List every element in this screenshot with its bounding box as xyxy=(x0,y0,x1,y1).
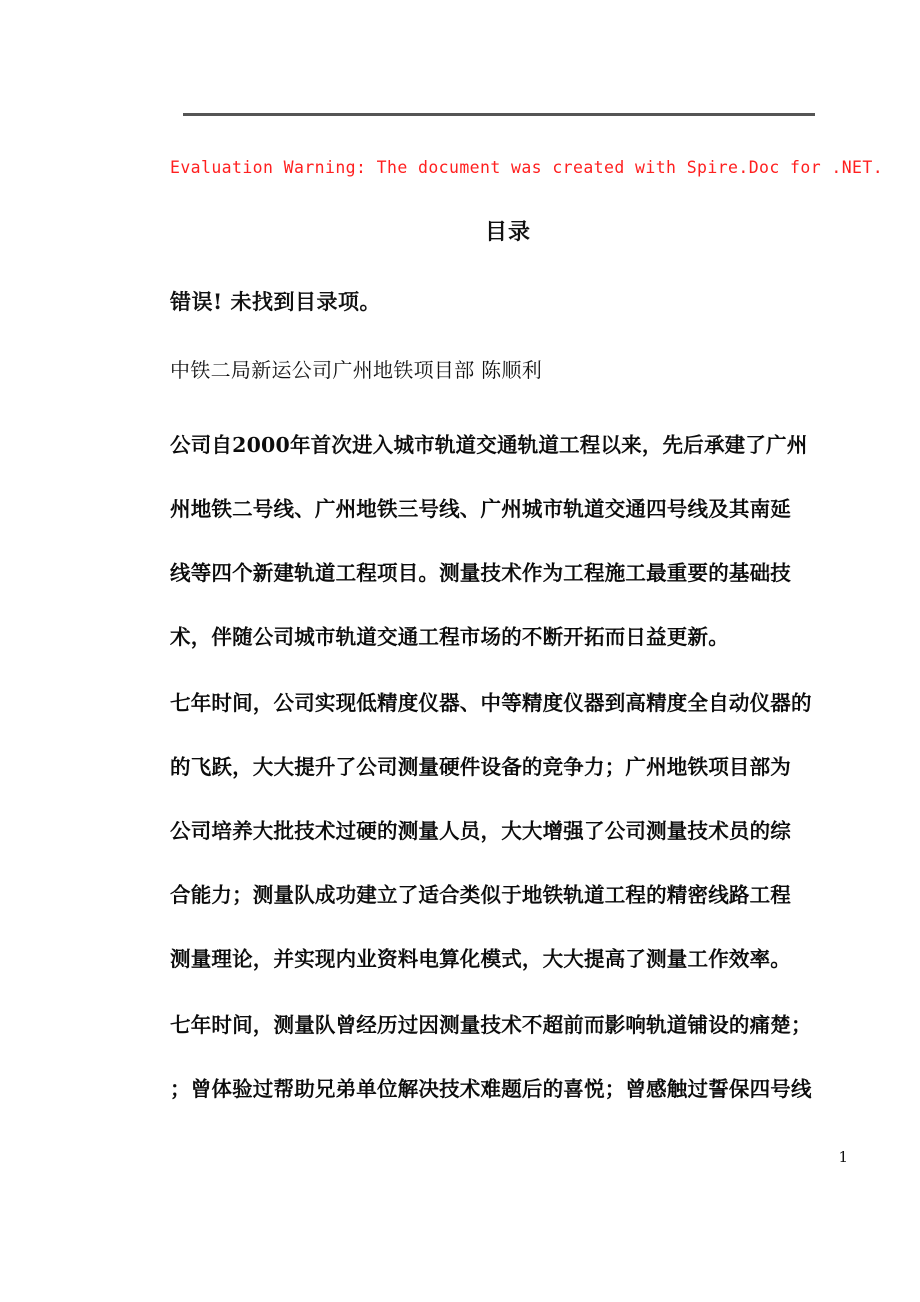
paragraph-line: 七年时间，测量队曾经历过因测量技术不超前而影响轨道铺设的痛楚； xyxy=(170,1012,812,1037)
table-of-contents-title: 目录 xyxy=(484,218,531,245)
paragraph-line: 公司培养大批技术过硬的测量人员，大大增强了公司测量技术员的综 xyxy=(170,818,791,843)
paragraph-line: 公司自2000年首次进入城市轨道交通轨道工程以来，先后承建了广州 xyxy=(170,432,808,457)
paragraph-line: 测量理论，并实现内业资料电算化模式，大大提高了测量工作效率。 xyxy=(170,946,791,971)
paragraph-1 xyxy=(170,413,846,669)
paragraph-line: ；曾体验过帮助兄弟单位解决技术难题后的喜悦；曾感触过誓保四号线 xyxy=(170,1076,812,1101)
page-number: 1 xyxy=(838,1148,848,1166)
paragraph-2 xyxy=(170,671,846,991)
paragraph-line: 合能力；测量队成功建立了适合类似于地铁轨道工程的精密线路工程 xyxy=(170,882,791,907)
evaluation-warning-text: Evaluation Warning: The document was created with Spire.Doc for .NET. xyxy=(170,158,884,177)
table-of-contents-error: 错误! 未找到目录项。 xyxy=(170,288,382,314)
page-content xyxy=(170,148,884,1121)
author-byline: 中铁二局新运公司广州地铁项目部 陈顺利 xyxy=(170,357,543,382)
paragraph-line: 七年时间，公司实现低精度仪器、中等精度仪器到高精度全自动仪器的 xyxy=(170,690,812,715)
paragraph-3 xyxy=(170,993,846,1121)
paragraph-line: 州地铁二号线、广州地铁三号线、广州城市轨道交通四号线及其南延 xyxy=(170,496,791,521)
paragraph-line: 线等四个新建轨道工程项目。测量技术作为工程施工最重要的基础技 xyxy=(170,560,791,585)
header-divider xyxy=(183,113,815,116)
paragraph-line: 术，伴随公司城市轨道交通工程市场的不断开拓而日益更新。 xyxy=(170,624,729,649)
paragraph-line: 的飞跃，大大提升了公司测量硬件设备的竞争力；广州地铁项目部为 xyxy=(170,754,791,779)
